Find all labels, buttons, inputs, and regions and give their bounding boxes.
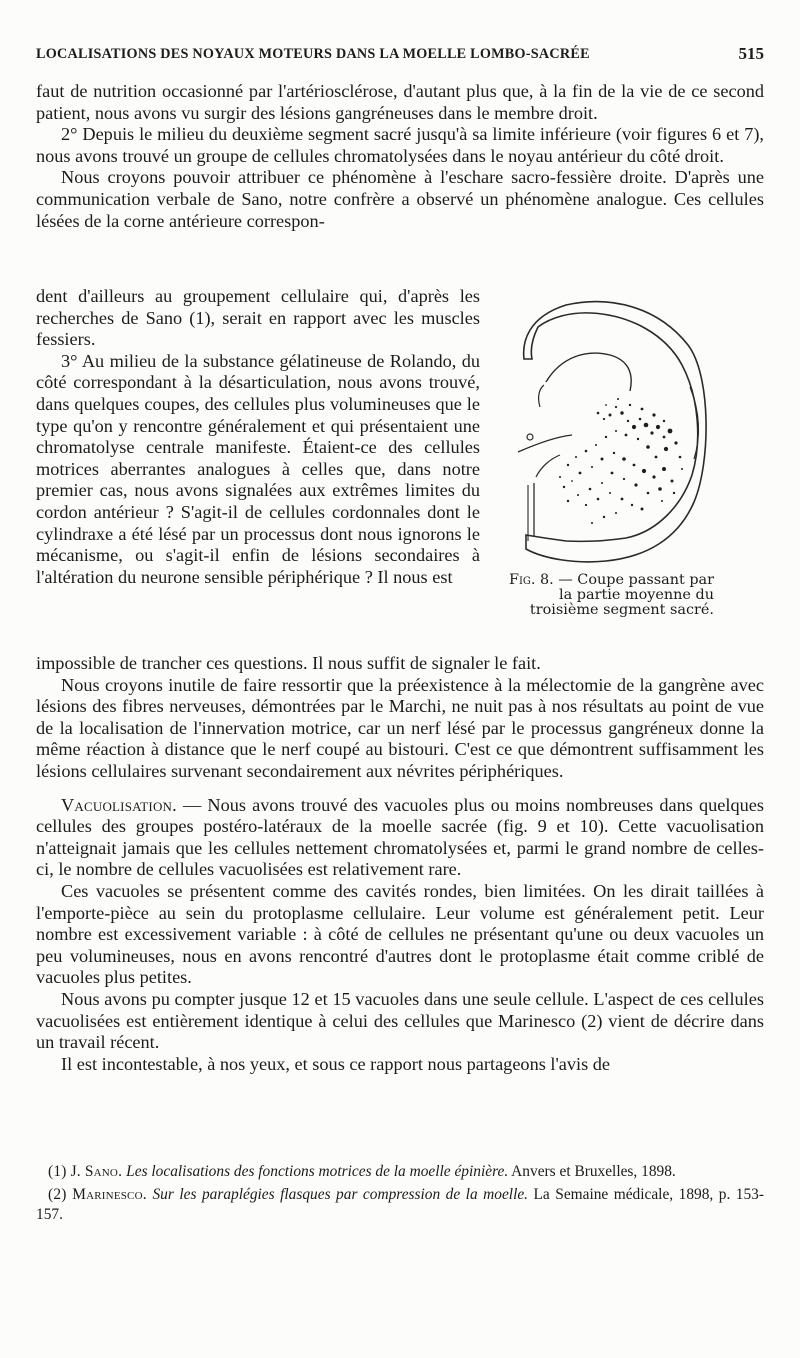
- spinal-cord-section-drawing: [506, 287, 711, 572]
- body-text-beside-figure: [36, 286, 480, 588]
- paragraph-8: Nous avons pu compter jusque 12 et 15 vacuoles dans une seule cellule. L'aspect de ces cellules vacuolisées est entièrement identique à celui des cellules que Marinesco (2) vient de décrire dans un travail récent.: [36, 988, 764, 1053]
- footnote-1-suffix: Anvers et Bruxelles, 1898.: [508, 1163, 676, 1180]
- paragraph-5: Nous croyons inutile de faire ressortir que la préexistence à la mélectomie de la gangrène avec lésions des fibres nerveuses, démontrées par le Marchi, ne nuit pas à nos résultats au point de vue de la localisation de l'innervation motrice, car un nerf lésé par le processus gangréneux donne la même réaction à distance que le nerf coupé au bistouri. C'est ce que démontrent suffisamment les lésions cellulaires survenant secondairement aux névrites périphériques.: [36, 674, 764, 781]
- figure-label: Fig. 8.: [508, 572, 554, 588]
- figure-caption-text: — Coupe passant par la partie moyenne du troisième segment sacré.: [529, 572, 714, 618]
- paragraph-9: Il est incontestable, à nos yeux, et sous ce rapport nous partageons l'avis de: [61, 1053, 611, 1074]
- paragraph-4-end: impossible de trancher ces questions. Il nous suffit de signaler le fait.: [36, 653, 541, 673]
- footnote-1: [36, 1162, 764, 1182]
- figure-8: [494, 287, 722, 642]
- footnote-1-prefix: (1) J. Sano.: [48, 1163, 127, 1180]
- running-head: [36, 46, 764, 66]
- paragraph-4: 3° Au milieu de la substance gélatineuse de Rolando, du côté correspondant à la désarticulation, nous avons trouvé, dans quelques coupes, des cellules plus volumineuses que le type qu'on y rencontre généralement et qui présentaient une chromatolyse centrale manifeste. Étaient-ce des cellules motrices aberrantes analogues à celles que, dans notre premier cas, nous avons signalées aux extrêmes limites du cordon antérieur ? S'agit-il de cellules cordonnales dont le cylindraxe a été lésé par un processus dont nous ignorons le mécanisme, ou s'agit-il enfin de lésions secondaires à l'altération du neurone sensible périphérique ? Il nous est: [36, 350, 480, 587]
- section-gap: [36, 783, 764, 795]
- page-number: 515: [738, 44, 764, 63]
- figure-caption: [494, 573, 714, 618]
- body-text-top: [36, 81, 764, 232]
- paragraph-7: Ces vacuoles se présentent comme des cavités rondes, bien limitées. On les dirait taillées à l'emporte-pièce au sein du protoplasme cellulaire. Leur volume est généralement petit. Leur nombre est excessivement variable : à côté de cellules ne présentant qu'une ou deux vacuoles un peu volumineuses, nous en avons rencontré d'autres dont le protoplasme était comme criblé de vacuoles plus petites.: [36, 880, 764, 988]
- paragraph-2: 2° Depuis le milieu du deuxième segment sacré jusqu'à sa limite inférieure (voir figures 6 et 7), nous avons trouvé un groupe de cellules chromatolysées dans le noyau antérieur du côté droit.: [36, 124, 764, 166]
- paragraph-1: faut de nutrition occasionné par l'artériosclérose, d'autant plus que, à la fin de la vie de ce second patient, nous avons vu surgir des lésions gangréneuses dans le membre droit.: [36, 81, 764, 123]
- footnote-2: [36, 1185, 764, 1225]
- paragraph-6-text: — Nous avons trouvé des vacuoles plus ou moins nombreuses dans quelques cellules des groupes postéro-latéraux de la moelle sacrée (fig. 9 et 10). Cette vacuolisation n'atteignait jamais que les cellules nettement chromatolysées et, parmi le grand nombre de celles-ci, le nombre de cellules vacuolisées est relativement rare.: [36, 794, 764, 880]
- paragraph-3: Nous croyons pouvoir attribuer ce phénomène à l'eschare sacro-fessière droite. D'après une communication verbale de Sano, notre confrère a observé un phénomène analogue. Ces cellules lésées de la corne antérieure correspon-: [36, 167, 764, 231]
- paragraph-6: [36, 795, 764, 881]
- section-title: Vacuolisation.: [61, 794, 177, 815]
- footnote-2-prefix: (2) Marinesco.: [48, 1185, 153, 1203]
- footnotes: [36, 1162, 764, 1227]
- body-text-bottom: [36, 653, 764, 1075]
- footnote-2-suffix: La Semaine médicale, 1898, p. 153-157.: [36, 1185, 765, 1223]
- footnote-1-title: Les localisations des fonctions motrices de la moelle épinière.: [126, 1163, 509, 1180]
- paragraph-3-continued: dent d'ailleurs au groupement cellulaire qui, d'après les recherches de Sano (1), serait en rapport avec les muscles fessiers.: [36, 286, 480, 350]
- footnote-2-title: Sur les paraplégies flasques par compression de la moelle.: [152, 1185, 529, 1203]
- running-title: LOCALISATIONS DES NOYAUX MOTEURS DANS LA MOELLE LOMBO-SACRÉE: [36, 46, 590, 62]
